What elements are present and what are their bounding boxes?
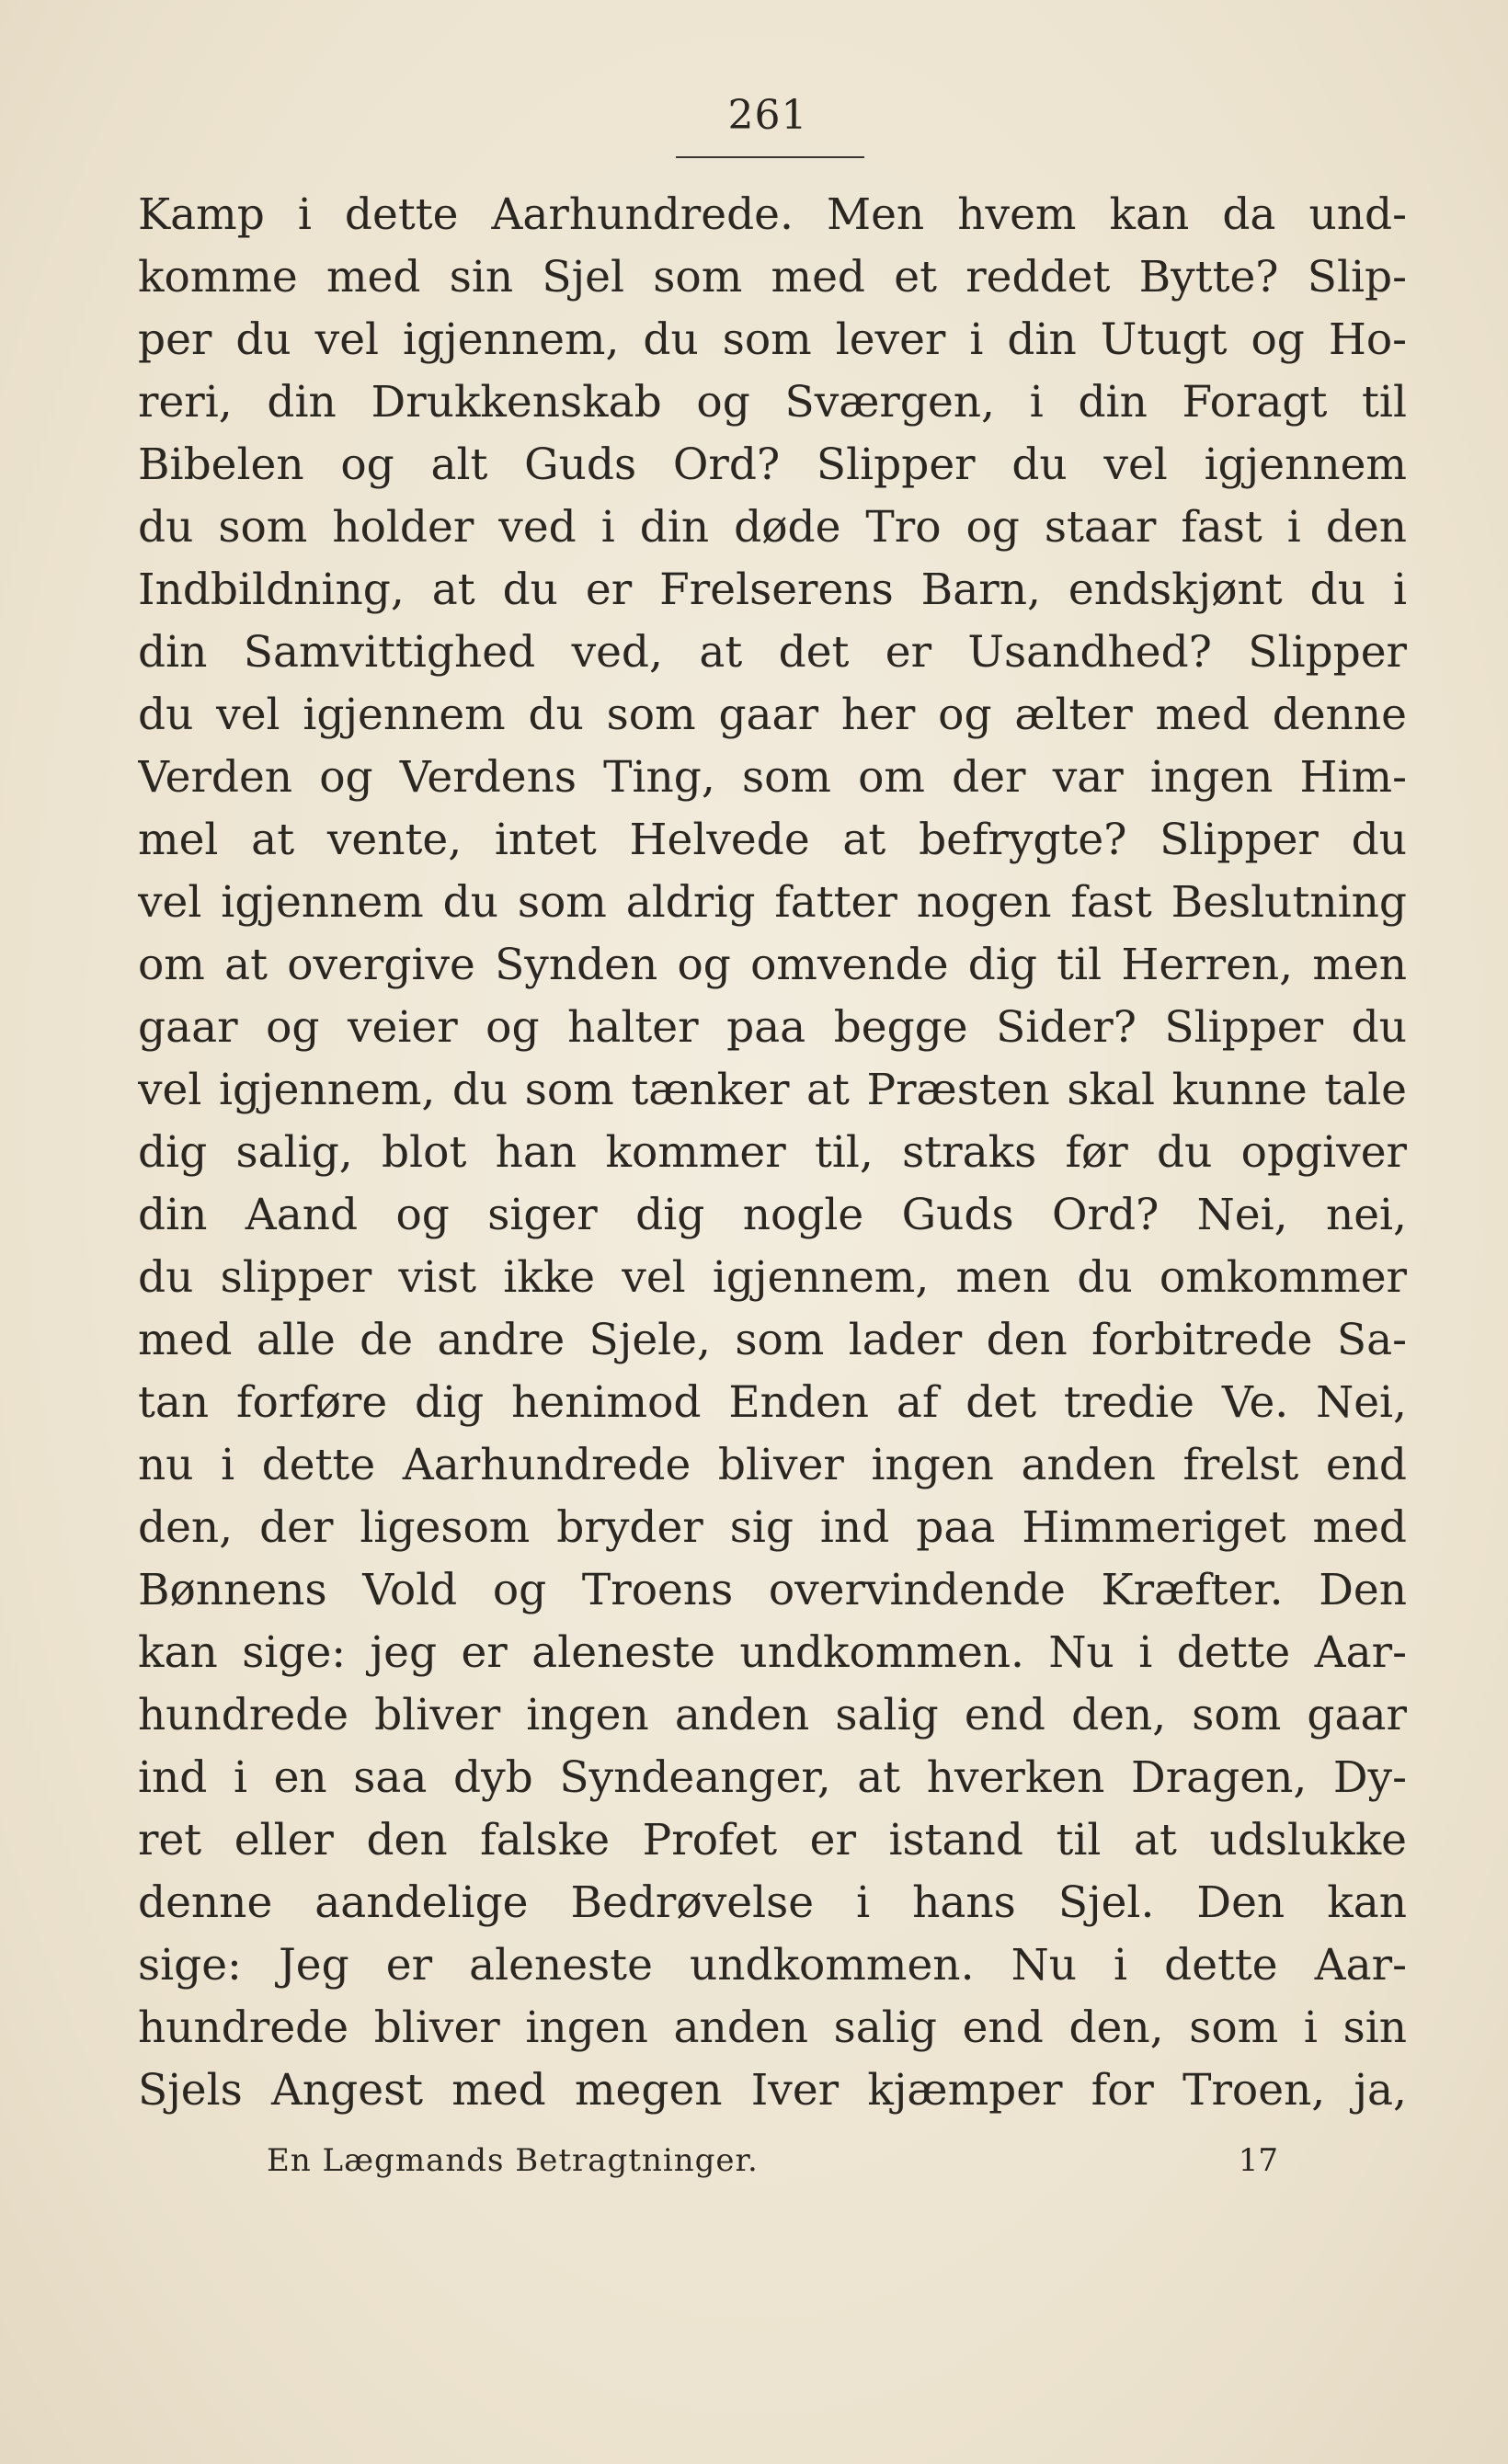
- text-line: vel igjennem du som aldrig fatter nogen fast Beslutning: [138, 877, 1407, 928]
- text-line: den, der ligesom bryder sig ind paa Himmeriget med: [138, 1502, 1407, 1553]
- body-text: [138, 184, 1407, 2122]
- text-line: ret eller den falske Profet er istand til at udslukke: [138, 1815, 1407, 1865]
- text-line: din Samvittighed ved, at det er Usandhed? Slipper: [138, 627, 1407, 678]
- text-line: Bønnens Vold og Troens overvindende Kræfter. Den: [138, 1565, 1407, 1615]
- text-line: vel igjennem, du som tænker at Præsten skal kunne tale: [138, 1065, 1407, 1115]
- text-line: mel at vente, intet Helvede at befrygte? Slipper du: [138, 815, 1407, 865]
- text-line: nu i dette Aarhundrede bliver ingen anden frelst end: [138, 1440, 1407, 1490]
- text-line: komme med sin Sjel som med et reddet Bytte? Slip-: [138, 252, 1407, 302]
- text-line: denne aandelige Bedrøvelse i hans Sjel. Den kan: [138, 1877, 1407, 1928]
- header-rule: [676, 156, 864, 158]
- text-line: Sjels Angest med megen Iver kjæmper for Troen, ja,: [138, 2065, 1407, 2116]
- text-line: hundrede bliver ingen anden salig end den, som i sin: [138, 2002, 1407, 2053]
- text-line: du som holder ved i din døde Tro og staar fast i den: [138, 502, 1407, 553]
- text-line: Kamp i dette Aarhundrede. Men hvem kan da und-: [138, 189, 1407, 240]
- page-number: 261: [727, 92, 808, 139]
- text-line: Bibelen og alt Guds Ord? Slipper du vel igjennem: [138, 439, 1407, 490]
- text-line: gaar og veier og halter paa begge Sider? Slipper du: [138, 1002, 1407, 1053]
- text-line: kan sige: jeg er aleneste undkommen. Nu i dette Aar-: [138, 1627, 1407, 1678]
- text-line: hundrede bliver ingen anden salig end den, som gaar: [138, 1690, 1407, 1740]
- footer-signature-mark: 17: [1238, 2142, 1278, 2179]
- text-line: Verden og Verdens Ting, som om der var ingen Him-: [138, 752, 1407, 803]
- text-line: du vel igjennem du som gaar her og ælter med denne: [138, 690, 1407, 740]
- footer-book-title: En Lægmands Betragtninger.: [267, 2142, 759, 2179]
- text-line: med alle de andre Sjele, som lader den forbitrede Sa-: [138, 1315, 1407, 1365]
- text-line: om at overgive Synden og omvende dig til Herren, men: [138, 940, 1407, 990]
- text-line: Indbildning, at du er Frelserens Barn, endskjønt du i: [138, 565, 1407, 615]
- text-line: ind i en saa dyb Syndeanger, at hverken Dragen, Dy-: [138, 1752, 1407, 1803]
- text-line: du slipper vist ikke vel igjennem, men du omkommer: [138, 1252, 1407, 1303]
- text-line: per du vel igjennem, du som lever i din Utugt og Ho-: [138, 314, 1407, 365]
- text-line: din Aand og siger dig nogle Guds Ord? Nei, nei,: [138, 1190, 1407, 1240]
- page-footer: [267, 2138, 1278, 2184]
- text-line: dig salig, blot han kommer til, straks før du opgiver: [138, 1127, 1407, 1178]
- text-line: sige: Jeg er aleneste undkommen. Nu i dette Aar-: [138, 1940, 1407, 1991]
- text-line: reri, din Drukkenskab og Sværgen, i din Foragt til: [138, 377, 1407, 428]
- text-line: tan forføre dig henimod Enden af det tredie Ve. Nei,: [138, 1377, 1407, 1428]
